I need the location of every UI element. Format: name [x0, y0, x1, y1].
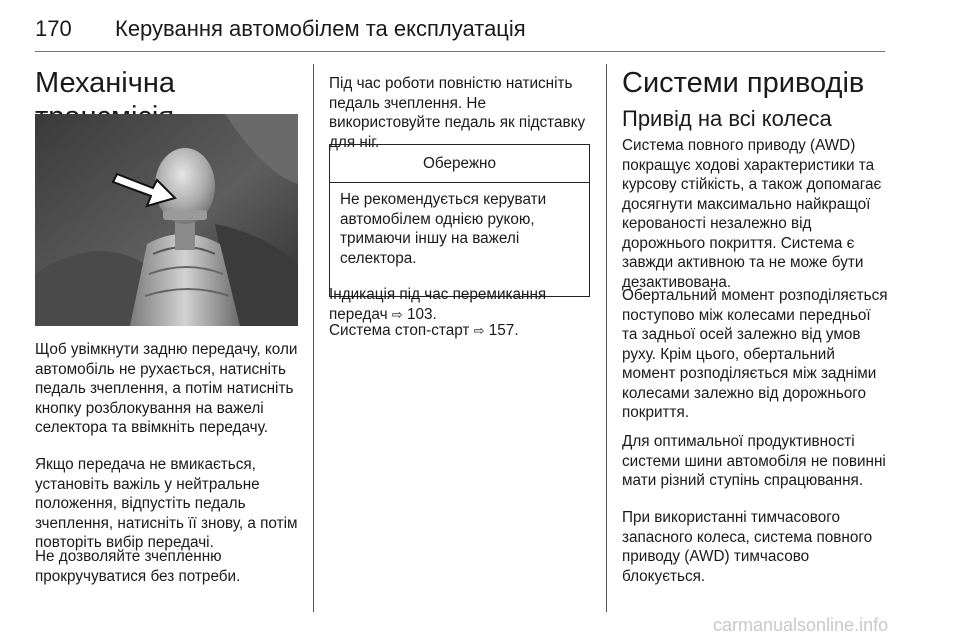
- cross-reference-stop-start[interactable]: [329, 321, 594, 341]
- caution-body: Не рекомендується керувати автомобілем однією рукою, тримаючи іншу на важелі селектора.: [340, 191, 547, 267]
- reference-arrow-icon: ⇨: [391, 306, 403, 322]
- subsection-heading-all-wheel-drive: Привід на всі колеса: [622, 106, 832, 131]
- cross-reference-gear-indication[interactable]: [329, 285, 594, 324]
- right-paragraph-3: Для оптимальної продуктивності системи шини автомобіля не повинні мати різний ступінь спрацювання.: [622, 433, 886, 489]
- caution-box: [329, 144, 590, 297]
- left-paragraph-3: Не дозволяйте зчепленню прокручуватися без потреби.: [35, 548, 241, 585]
- cross-reference-text: Система стоп-старт: [329, 322, 470, 339]
- section-heading-drive-systems: Системи приводів: [622, 67, 865, 99]
- reference-arrow-icon: ⇨: [473, 323, 485, 338]
- column-divider-left: [313, 64, 314, 612]
- running-title: Керування автомобілем та експлуатація: [115, 16, 526, 41]
- right-paragraph-4: При використанні тимчасового запасного колеса, система повного приводу (AWD) тимчасово блокується.: [622, 509, 873, 585]
- left-paragraph-1: Щоб увімкнути задню передачу, коли автомобіль не рухається, натисніть педаль зчеплення, а потім натисніть кнопку розблокування на важелі селектора та ввімкніть передачу.: [35, 341, 298, 436]
- left-paragraph-2: Якщо передача не вмикається, установіть важіль у нейтральне положення, відпустіть педаль зчеплення, натисніть її знову, а потім повторіть вибір передачі.: [35, 456, 298, 551]
- gear-lever-illustration: [35, 114, 298, 326]
- right-paragraph-1: Система повного приводу (AWD) покращує ходові характеристики та курсову стійкість, а також допомагає досягнути максимально найкращої керованості незалежно від дорожнього покриття. Система є завжди активною та не може бути дезактивована.: [622, 137, 882, 291]
- cross-reference-text: Індикація під час перемикання передач: [329, 286, 547, 323]
- cross-reference-page: 157.: [488, 322, 519, 339]
- column-divider-right: [606, 64, 607, 612]
- caution-title: Обережно: [330, 145, 589, 183]
- middle-intro-paragraph: Під час роботи повністю натисніть педаль зчеплення. Не використовуйте педаль як підставку для ніг.: [329, 75, 586, 151]
- right-paragraph-2: Обертальний момент розподіляється поступово між колесами передньої та задньої осей залежно від умов руху. Крім цього, обертальний момент розподіляється між задніми колесами залежно від дорожнього покриття.: [622, 287, 888, 421]
- header-rule: [35, 51, 885, 52]
- cross-reference-page: 103.: [406, 305, 437, 323]
- page-header: [35, 16, 885, 52]
- gear-lever-drawing: [35, 114, 298, 326]
- section-heading-manual-transmission: Механічна: [35, 67, 175, 99]
- watermark: carmanualsonline.info: [713, 615, 889, 635]
- page-number: 170: [35, 16, 72, 41]
